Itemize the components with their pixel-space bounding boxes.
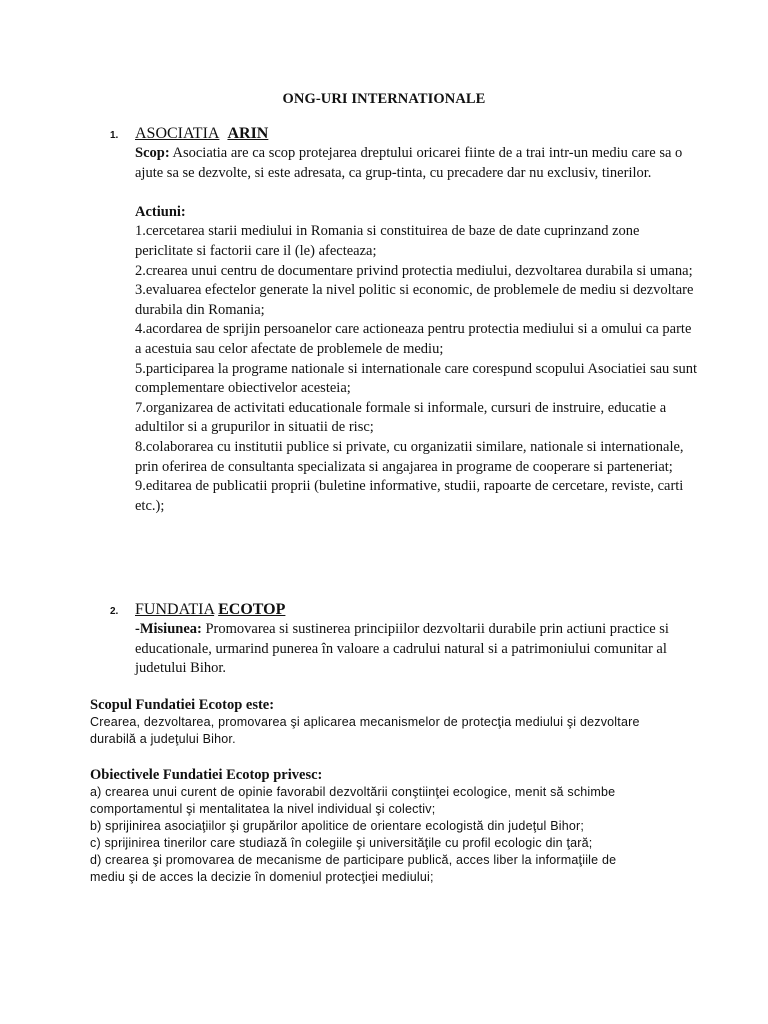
section-number: 1.	[110, 130, 119, 141]
organization-name: ECOTOP	[218, 601, 286, 618]
scope-block	[90, 697, 688, 748]
section-ecotop	[110, 600, 698, 679]
document-title: ONG-URI INTERNATIONALE	[282, 91, 486, 107]
action-item: 4.acordarea de sprijin persoanelor care actioneaza pentru protectia mediului si a omului ca parte a acestuia sau celor afectate de problemele de mediu;	[135, 321, 692, 357]
section-number: 2.	[110, 606, 119, 617]
scope-label: Scop:	[135, 145, 170, 161]
scope-line: Crearea, dezvoltarea, promovarea şi aplicarea mecanismelor de protecţia mediului şi dezvoltare	[90, 715, 640, 729]
objective-line: b) sprijinirea asociaţiilor şi grupărilor apolitice de orientare ecologistă din judeţul Bihor;	[90, 819, 585, 833]
actions-label: Actiuni:	[135, 203, 186, 220]
action-item: 7.organizarea de activitati educationale formale si informale, cursuri de instruire, educatie a adultilor si a grupurilor in situatii de risc;	[135, 399, 667, 436]
objective-line: d) crearea şi promovarea de mecanisme de participare publică, acces liber la informaţiile de	[90, 853, 617, 867]
mission-label: -Misiunea:	[135, 621, 202, 637]
scope-line: durabilă a judeţului Bihor.	[90, 732, 236, 746]
actions-list	[135, 222, 698, 516]
action-item: 1.cercetarea starii mediului in Romania si constituirea de baze de date cuprinzand zone periclitate si factorii care il (le) afecteaza;	[135, 223, 640, 259]
action-item: 8.colaborarea cu institutii publice si private, cu organizatii similare, nationale si internationale, prin oferirea de consultanta specializata si angajarea in programe de cooperare si parteneriat;	[135, 438, 684, 475]
mission-text: Promovarea si sustinerea principiilor dezvoltarii durabile prin actiuni practice si educationale, urmarind punerea în valoare a cadrului natural si a patrimoniului comunitar al judetului Bihor.	[135, 621, 669, 677]
action-item: 3.evaluarea efectelor generate la nivel politic si economic, de problemele de mediu si dezvoltare durabila din Romania;	[135, 282, 694, 318]
objective-line: a) crearea unui curent de opinie favorabil dezvoltării conştiinţei ecologice, menit să schimbe	[90, 785, 616, 799]
section-arin	[110, 124, 698, 516]
action-item: 2.crearea unui centru de documentare privind protectia mediului, dezvoltarea durabila si umana;	[135, 262, 693, 279]
objectives-header: Obiectivele Fundatiei Ecotop privesc:	[90, 767, 323, 783]
objectives-block	[90, 767, 688, 886]
section-prefix: ASOCIATIA	[135, 125, 220, 142]
section-heading	[135, 124, 698, 144]
objective-line: comportamentul şi mentalitatea la nivel individual şi colectiv;	[90, 802, 436, 816]
objective-line: c) sprijinirea tinerilor care studiază în colegiile şi universităţile cu profil ecologic din ţară;	[90, 836, 593, 850]
action-item: 9.editarea de publicatii proprii (buletine informative, studii, rapoarte de cercetare, reviste, carti etc.);	[135, 478, 684, 514]
mission-paragraph	[135, 620, 698, 679]
section-prefix: FUNDATIA	[135, 601, 215, 618]
scope-text: Asociatia are ca scop protejarea dreptului oricarei fiinte de a trai intr-un mediu care sa o ajute sa se dezvolte, si este adresata, ca grup-tinta, cu precadere dar nu exclusiv, tinerilor.	[135, 145, 683, 181]
action-item: 5.participarea la programe nationale si internationale care corespund scopului Asociatiei sau sunt complementare obiectivelor acesteia;	[135, 360, 698, 397]
scope-paragraph	[135, 144, 698, 183]
scope-header: Scopul Fundatiei Ecotop este:	[90, 697, 275, 713]
objective-line: mediu şi de acces la decizie în domeniul protecţiei mediului;	[90, 870, 434, 884]
organization-name: ARIN	[227, 125, 269, 142]
section-heading	[135, 600, 698, 620]
